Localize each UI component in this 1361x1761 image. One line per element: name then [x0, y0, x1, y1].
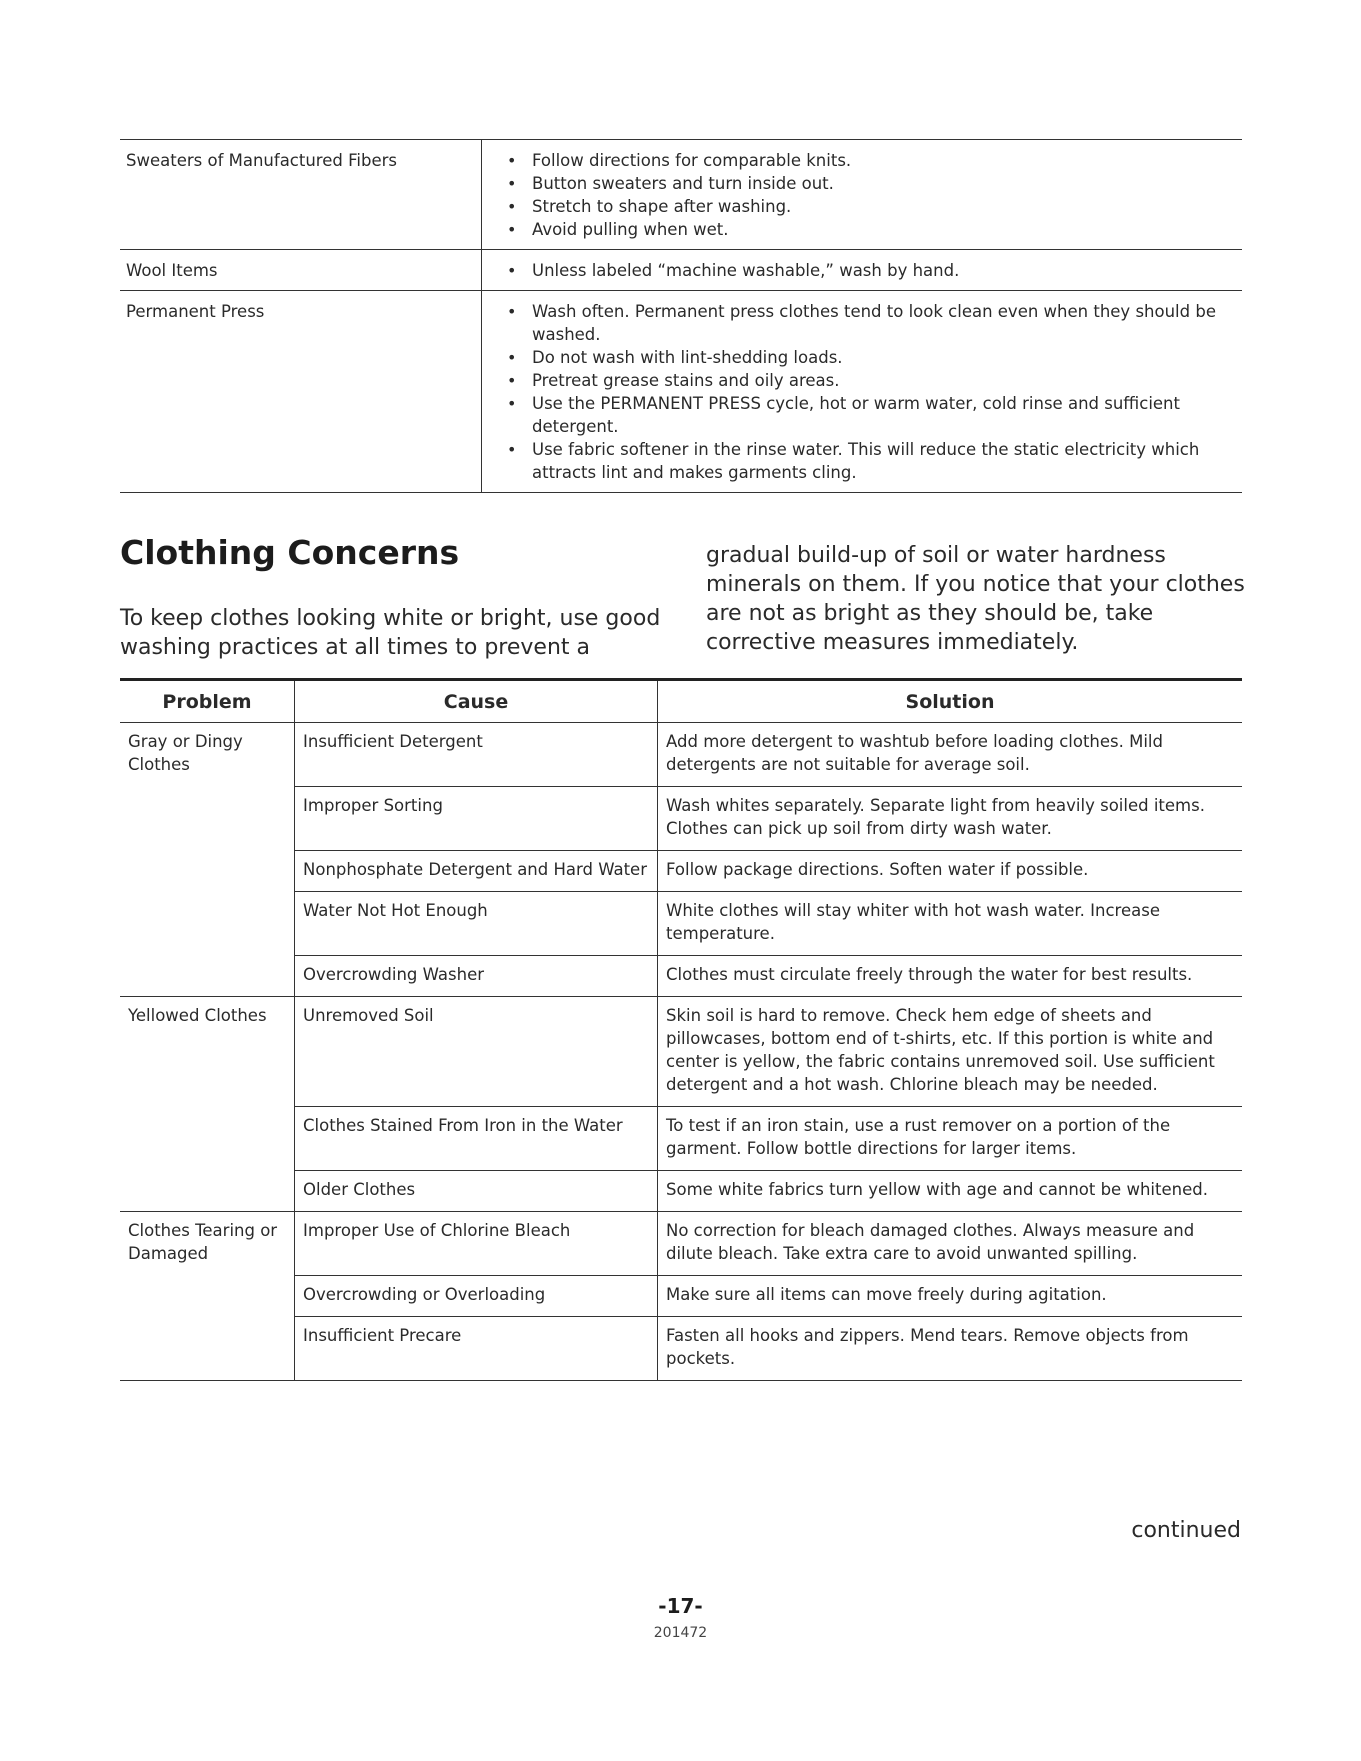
- solution-cell: To test if an iron stain, use a rust remover on a portion of the garment. Follow bottle directions for larger items.: [658, 1107, 1243, 1171]
- header-row: [120, 680, 1242, 723]
- bullet-list: [504, 259, 1234, 282]
- bullet-item: • Follow directions for comparable knits.: [504, 149, 1234, 172]
- clothing-concerns-table: [120, 678, 1242, 1381]
- cause-cell: Insufficient Detergent: [295, 723, 658, 787]
- cause-cell: Insufficient Precare: [295, 1317, 658, 1381]
- solution-cell: Some white fabrics turn yellow with age and cannot be whitened.: [658, 1171, 1243, 1212]
- solution-cell: No correction for bleach damaged clothes. Always measure and dilute bleach. Take extra care to avoid unwanted spilling.: [658, 1212, 1243, 1276]
- bullet-list: [504, 300, 1234, 484]
- section-title: Clothing Concerns: [120, 533, 460, 572]
- bullet-item: • Pretreat grease stains and oily areas.: [504, 369, 1234, 392]
- intro-paragraph-start: To keep clothes looking white or bright, use good washing practices at all times to prevent a: [120, 606, 661, 660]
- bullet-item: • Wash often. Permanent press clothes tend to look clean even when they should be washed.: [504, 300, 1234, 346]
- problem-cell: Gray or Dingy Clothes: [120, 723, 295, 997]
- cause-cell: Improper Sorting: [295, 787, 658, 851]
- document-code: 201472: [653, 1625, 708, 1641]
- bullet-item: • Avoid pulling when wet.: [504, 218, 1234, 241]
- bullet-item: • Stretch to shape after washing.: [504, 195, 1234, 218]
- cause-cell: Overcrowding Washer: [295, 956, 658, 997]
- solution-cell: Follow package directions. Soften water if possible.: [658, 851, 1243, 892]
- solution-header: Solution: [658, 680, 1243, 723]
- solution-cell: White clothes will stay whiter with hot wash water. Increase temperature.: [658, 892, 1243, 956]
- cause-header: Cause: [295, 680, 658, 723]
- care-category: Wool Items: [120, 250, 482, 291]
- solution-cell: Fasten all hooks and zippers. Mend tears. Remove objects from pockets.: [658, 1317, 1243, 1381]
- bullet-item: • Use fabric softener in the rinse water. This will reduce the static electricity which attracts lint and makes garments cling.: [504, 438, 1234, 484]
- concern-row: [120, 997, 1242, 1107]
- cause-cell: Overcrowding or Overloading: [295, 1276, 658, 1317]
- solution-cell: Clothes must circulate freely through the water for best results.: [658, 956, 1243, 997]
- bullet-list: [504, 149, 1234, 241]
- cause-cell: Improper Use of Chlorine Bleach: [295, 1212, 658, 1276]
- page-number: -17-: [658, 1594, 703, 1618]
- solution-cell: Skin soil is hard to remove. Check hem edge of sheets and pillowcases, bottom end of t-shirts, etc. If this portion is white and center is yellow, the fabric contains unremoved soil. Use sufficient detergent and a hot wash. Chlorine bleach may be needed.: [658, 997, 1243, 1107]
- care-category: Sweaters of Manufactured Fibers: [120, 140, 482, 250]
- bullet-item: • Do not wash with lint-shedding loads.: [504, 346, 1234, 369]
- fabric-care-table: [120, 139, 1242, 493]
- cause-cell: Water Not Hot Enough: [295, 892, 658, 956]
- continued-note: continued: [1131, 1518, 1241, 1543]
- concern-row: [120, 723, 1242, 787]
- care-row: [120, 140, 1242, 250]
- bullet-item: • Button sweaters and turn inside out.: [504, 172, 1234, 195]
- solution-cell: Add more detergent to washtub before loading clothes. Mild detergents are not suitable for average soil.: [658, 723, 1243, 787]
- bullet-item: • Unless labeled “machine washable,” wash by hand.: [504, 259, 1234, 282]
- cause-cell: Older Clothes: [295, 1171, 658, 1212]
- intro-paragraph-end: gradual build-up of soil or water hardness minerals on them. If you notice that your clothes are not as bright as they should be, take corrective measures immediately.: [706, 543, 1245, 655]
- cause-cell: Unremoved Soil: [295, 997, 658, 1107]
- solution-cell: Make sure all items can move freely during agitation.: [658, 1276, 1243, 1317]
- problem-cell: Clothes Tearing or Damaged: [120, 1212, 295, 1381]
- care-instructions: [482, 291, 1243, 493]
- care-row: [120, 291, 1242, 493]
- cause-cell: Clothes Stained From Iron in the Water: [295, 1107, 658, 1171]
- care-instructions: [482, 250, 1243, 291]
- care-instructions: [482, 140, 1243, 250]
- concern-row: [120, 1212, 1242, 1276]
- solution-cell: Wash whites separately. Separate light from heavily soiled items. Clothes can pick up soil from dirty wash water.: [658, 787, 1243, 851]
- bullet-item: • Use the PERMANENT PRESS cycle, hot or warm water, cold rinse and sufficient detergent.: [504, 392, 1234, 438]
- problem-header: Problem: [120, 680, 295, 723]
- problem-cell: Yellowed Clothes: [120, 997, 295, 1212]
- care-category: Permanent Press: [120, 291, 482, 493]
- cause-cell: Nonphosphate Detergent and Hard Water: [295, 851, 658, 892]
- care-row: [120, 250, 1242, 291]
